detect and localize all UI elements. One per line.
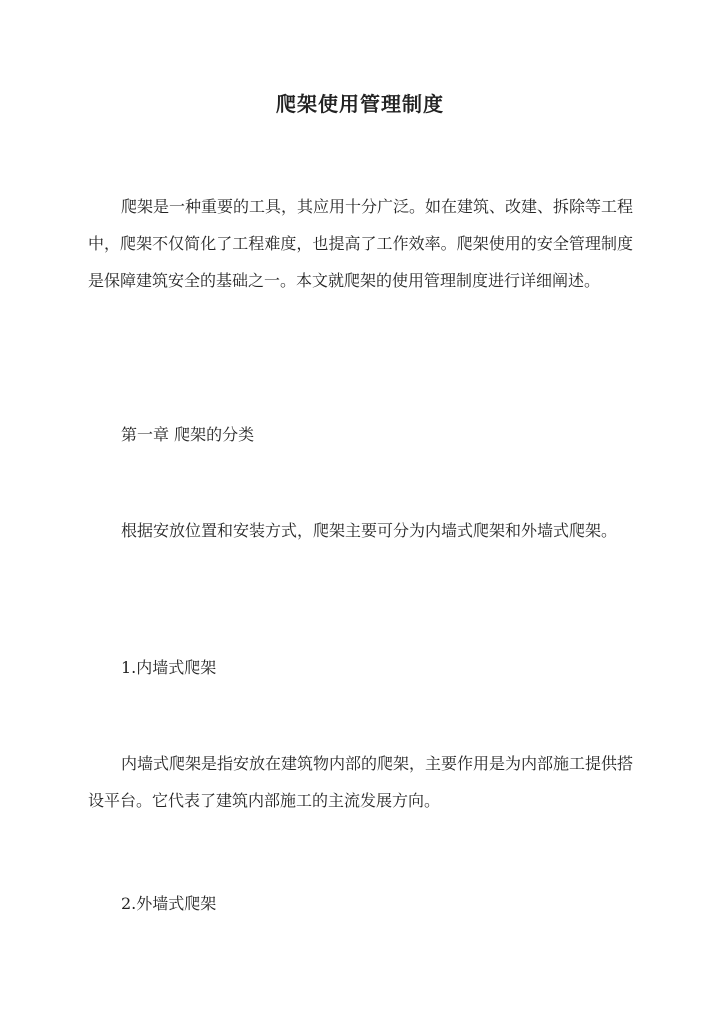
section-2-heading: 2.外墙式爬架 <box>121 894 217 913</box>
section-1-heading: 1.内墙式爬架 <box>121 658 217 677</box>
section-1-paragraph: 内墙式爬架是指安放在建筑物内部的爬架，主要作用是为内部施工提供搭设平台。它代表了建筑内部施工的主流发展方向。 <box>88 754 634 810</box>
chapter-1-paragraph: 根据安放位置和安装方式，爬架主要可分为内墙式爬架和外墙式爬架。 <box>121 521 618 540</box>
document-title: 爬架使用管理制度 <box>276 92 444 116</box>
intro-paragraph: 爬架是一种重要的工具，其应用十分广泛。如在建筑、改建、拆除等工程中，爬架不仅简化了工程难度，也提高了工作效率。爬架使用的安全管理制度是保障建筑安全的基础之一。本文就爬架的使用管理制度进行详细阐述。 <box>88 197 634 290</box>
chapter-1-heading: 第一章 爬架的分类 <box>121 425 255 444</box>
